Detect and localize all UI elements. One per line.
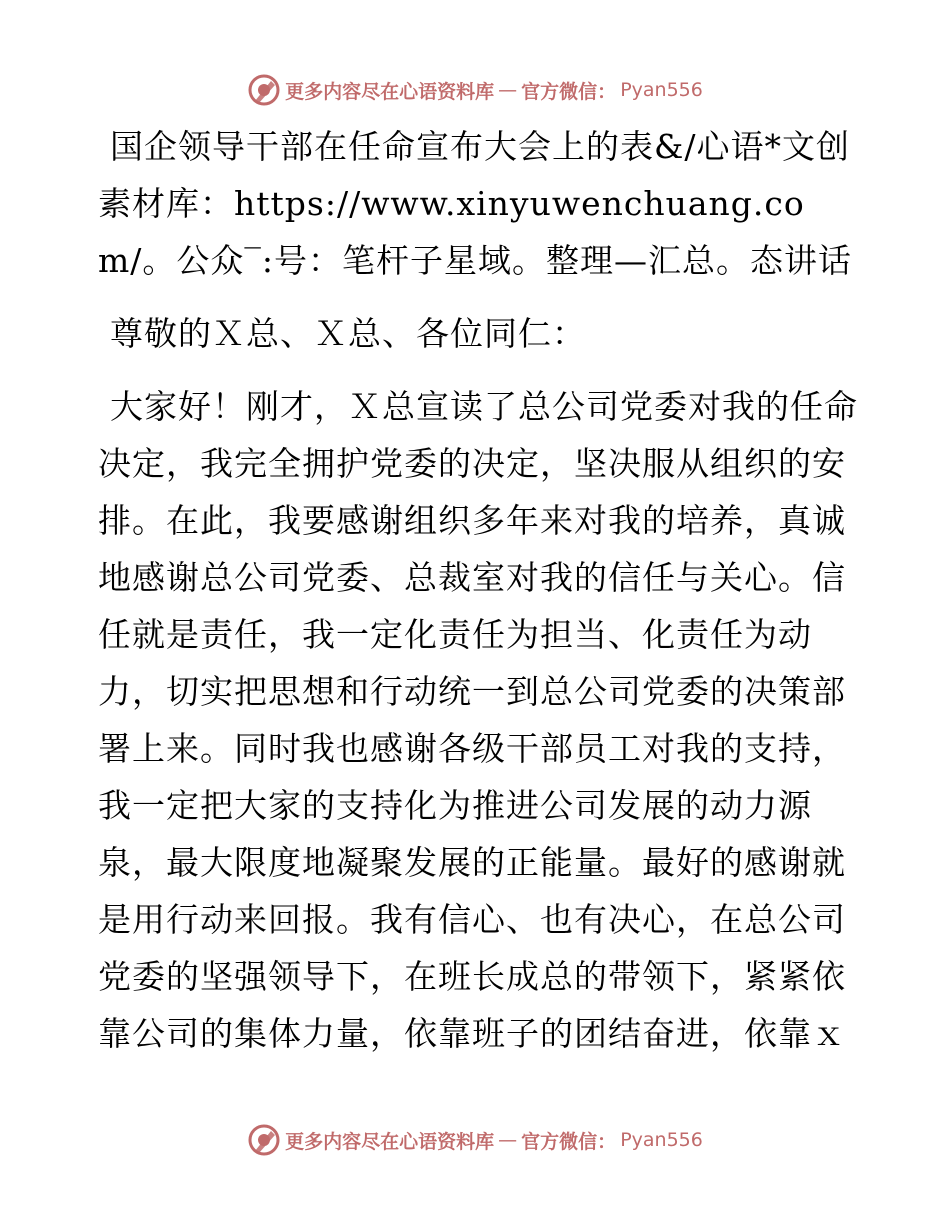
- watermark-separator: —: [498, 1129, 518, 1151]
- watermark-site-text: 更多内容尽在心语资料库: [285, 80, 495, 103]
- watermark-wechat-label: 官方微信：: [521, 1130, 617, 1153]
- pen-logo-icon: [247, 73, 281, 107]
- watermark-separator: —: [498, 79, 518, 101]
- footer-watermark: [0, 1120, 950, 1160]
- document-title: 国企领导干部在任命宣布大会上的表&/心语*文创素材库：https://www.xinyuwenchuang.com/。公众‾:号：笔杆子星域。整理—汇总。态讲话: [98, 127, 853, 280]
- watermark-wechat-account: Pyan556: [620, 79, 703, 101]
- watermark-site-text: 更多内容尽在心语资料库: [285, 1130, 495, 1153]
- document-body: [98, 118, 858, 1062]
- document-paragraph: 大家好！刚才，Ｘ总宣读了总公司党委对我的任命决定，我完全拥护党委的决定，坚决服从组织的安排。在此，我要感谢组织多年来对我的培养，真诚地感谢总公司党委、总裁室对我的信任与关心。信任就是责任，我一定化责任为担当、化责任为动力，切实把思想和行动统一到总公司党委的决策部署上来。同时我也感谢各级干部员工对我的支持，我一定把大家的支持化为推进公司发展的动力源泉，最大限度地凝聚发展的正能量。最好的感谢就是用行动来回报。我有信心、也有决心，在总公司党委的坚强领导下，在班长成总的带领下，紧紧依靠公司的集体力量，依靠班子的团结奋进，依靠ｘ: [98, 387, 858, 1053]
- header-watermark: [0, 70, 950, 110]
- watermark-wechat-label: 官方微信：: [521, 80, 617, 103]
- pen-logo-icon: [247, 1123, 281, 1157]
- document-greeting: 尊敬的Ｘ总、Ｘ总、各位同仁：: [110, 314, 586, 353]
- watermark-wechat-account: Pyan556: [620, 1129, 703, 1151]
